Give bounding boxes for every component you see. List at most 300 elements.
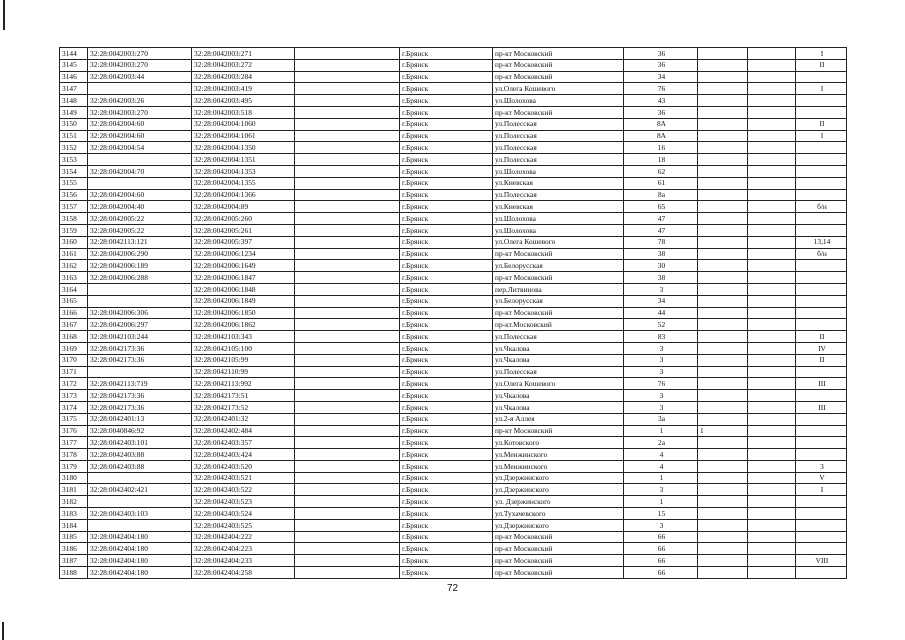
empty-cell: [748, 331, 796, 343]
premises-cell: I: [796, 130, 847, 142]
table-row: [60, 130, 847, 142]
mark-cell: [698, 342, 748, 354]
house-number-cell: 34: [624, 295, 698, 307]
cadastral-number: 32:28:0042403:520: [192, 460, 295, 472]
street-cell: ул.Шолохова: [493, 213, 624, 225]
empty-cell: [295, 531, 400, 543]
city-cell: г.Брянск: [400, 177, 493, 189]
city-cell: г.Брянск: [400, 354, 493, 366]
city-cell: г.Брянск: [400, 366, 493, 378]
empty-cell: [295, 449, 400, 461]
premises-cell: б/н: [796, 248, 847, 260]
premises-cell: [796, 519, 847, 531]
table-row: [60, 543, 847, 555]
cadastral-number: 32:28:0042006:1649: [192, 260, 295, 272]
city-cell: г.Брянск: [400, 106, 493, 118]
premises-cell: V: [796, 472, 847, 484]
empty-cell: [748, 260, 796, 272]
empty-cell: [748, 508, 796, 520]
parent-cadastral-number: 32:28:0042403:88: [88, 449, 192, 461]
street-cell: пр-кт Московский: [493, 106, 624, 118]
mark-cell: [698, 472, 748, 484]
premises-cell: [796, 189, 847, 201]
cadastral-number: 32:28:0042105:100: [192, 342, 295, 354]
empty-cell: [295, 354, 400, 366]
empty-cell: [295, 48, 400, 60]
empty-cell: [295, 390, 400, 402]
house-number-cell: 8А: [624, 118, 698, 130]
mark-cell: [698, 83, 748, 95]
empty-cell: [295, 189, 400, 201]
premises-cell: I: [796, 484, 847, 496]
premises-cell: [796, 413, 847, 425]
house-number-cell: 3: [624, 390, 698, 402]
empty-cell: [748, 354, 796, 366]
street-cell: ул.Котовского: [493, 437, 624, 449]
cadastral-number: 32:28:0042404:258: [192, 567, 295, 579]
mark-cell: [698, 154, 748, 166]
empty-cell: [748, 130, 796, 142]
empty-cell: [295, 118, 400, 130]
cadastral-number: 32:28:0042004:1060: [192, 118, 295, 130]
house-number-cell: 66: [624, 567, 698, 579]
table-row: [60, 142, 847, 154]
row-number: 3164: [60, 283, 88, 295]
house-number-cell: 3: [624, 354, 698, 366]
mark-cell: [698, 142, 748, 154]
premises-cell: VIII: [796, 555, 847, 567]
mark-cell: [698, 449, 748, 461]
mark-cell: [698, 567, 748, 579]
city-cell: г.Брянск: [400, 59, 493, 71]
row-number: 3180: [60, 472, 88, 484]
empty-cell: [295, 331, 400, 343]
row-number: 3182: [60, 496, 88, 508]
row-number: 3145: [60, 59, 88, 71]
row-number: 3151: [60, 130, 88, 142]
parent-cadastral-number: 32:28:0042004:60: [88, 118, 192, 130]
street-cell: ул.Менжинского: [493, 449, 624, 461]
row-number: 3169: [60, 342, 88, 354]
empty-cell: [295, 519, 400, 531]
table-row: [60, 366, 847, 378]
empty-cell: [295, 555, 400, 567]
house-number-cell: 34: [624, 71, 698, 83]
city-cell: г.Брянск: [400, 130, 493, 142]
cadastral-number: 32:28:0042403:521: [192, 472, 295, 484]
empty-cell: [748, 555, 796, 567]
premises-cell: [796, 425, 847, 437]
premises-cell: [796, 319, 847, 331]
table-row: [60, 567, 847, 579]
house-number-cell: 38: [624, 248, 698, 260]
premises-cell: [796, 165, 847, 177]
cadastral-number: 32:28:0042173:51: [192, 390, 295, 402]
parent-cadastral-number: 32:28:0042404:180: [88, 567, 192, 579]
city-cell: г.Брянск: [400, 283, 493, 295]
city-cell: г.Брянск: [400, 567, 493, 579]
street-cell: ул.Тухачевского: [493, 508, 624, 520]
house-number-cell: 76: [624, 83, 698, 95]
street-cell: ул.Полесская: [493, 118, 624, 130]
street-cell: пр-кт Московский: [493, 555, 624, 567]
city-cell: г.Брянск: [400, 413, 493, 425]
mark-cell: [698, 437, 748, 449]
row-number: 3168: [60, 331, 88, 343]
table-row: [60, 437, 847, 449]
row-number: 3188: [60, 567, 88, 579]
street-cell: ул.Полесская: [493, 130, 624, 142]
city-cell: г.Брянск: [400, 508, 493, 520]
street-cell: ул.Полесская: [493, 154, 624, 166]
city-cell: г.Брянск: [400, 543, 493, 555]
empty-cell: [295, 460, 400, 472]
street-cell: ул.Чкалова: [493, 354, 624, 366]
table-row: [60, 508, 847, 520]
mark-cell: [698, 165, 748, 177]
house-number-cell: 61: [624, 177, 698, 189]
city-cell: г.Брянск: [400, 319, 493, 331]
parent-cadastral-number: [88, 154, 192, 166]
house-number-cell: 78: [624, 236, 698, 248]
mark-cell: [698, 272, 748, 284]
row-number: 3175: [60, 413, 88, 425]
table-row: [60, 165, 847, 177]
row-number: 3170: [60, 354, 88, 366]
house-number-cell: 8А: [624, 130, 698, 142]
house-number-cell: 66: [624, 531, 698, 543]
empty-cell: [748, 295, 796, 307]
city-cell: г.Брянск: [400, 496, 493, 508]
house-number-cell: 4: [624, 449, 698, 461]
parent-cadastral-number: 32:28:0042003:26: [88, 95, 192, 107]
street-cell: ул.Полесская: [493, 331, 624, 343]
street-cell: пр-кт Московский: [493, 272, 624, 284]
mark-cell: [698, 48, 748, 60]
row-number: 3148: [60, 95, 88, 107]
empty-cell: [748, 118, 796, 130]
premises-cell: [796, 366, 847, 378]
premises-cell: II: [796, 118, 847, 130]
row-number: 3153: [60, 154, 88, 166]
row-number: 3144: [60, 48, 88, 60]
empty-cell: [295, 95, 400, 107]
mark-cell: [698, 201, 748, 213]
empty-cell: [295, 154, 400, 166]
empty-cell: [748, 425, 796, 437]
table-row: [60, 83, 847, 95]
empty-cell: [295, 401, 400, 413]
street-cell: пр-кт.Московский: [493, 319, 624, 331]
street-cell: ул.Менжинского: [493, 460, 624, 472]
house-number-cell: 83: [624, 331, 698, 343]
empty-cell: [748, 201, 796, 213]
house-number-cell: 16: [624, 142, 698, 154]
row-number: 3159: [60, 224, 88, 236]
empty-cell: [748, 142, 796, 154]
premises-cell: III: [796, 401, 847, 413]
parent-cadastral-number: 32:28:0042113:121: [88, 236, 192, 248]
row-number: 3152: [60, 142, 88, 154]
row-number: 3149: [60, 106, 88, 118]
parent-cadastral-number: 32:28:0042403:103: [88, 508, 192, 520]
city-cell: г.Брянск: [400, 295, 493, 307]
street-cell: ул.Дзержинского: [493, 472, 624, 484]
empty-cell: [748, 283, 796, 295]
house-number-cell: 36: [624, 106, 698, 118]
house-number-cell: 43: [624, 95, 698, 107]
table-row: [60, 496, 847, 508]
mark-cell: [698, 401, 748, 413]
premises-cell: [796, 307, 847, 319]
row-number: 3171: [60, 366, 88, 378]
premises-cell: [796, 95, 847, 107]
registry-body: [60, 48, 847, 579]
empty-cell: [295, 567, 400, 579]
cadastral-number: 32:28:0042402:484: [192, 425, 295, 437]
mark-cell: [698, 295, 748, 307]
parent-cadastral-number: 32:28:0042006:288: [88, 272, 192, 284]
empty-cell: [748, 248, 796, 260]
street-cell: ул.Шолохова: [493, 165, 624, 177]
street-cell: пр-кт Московский: [493, 307, 624, 319]
row-number: 3147: [60, 83, 88, 95]
premises-cell: [796, 449, 847, 461]
house-number-cell: 47: [624, 213, 698, 225]
cadastral-number: 32:28:0042403:524: [192, 508, 295, 520]
empty-cell: [295, 272, 400, 284]
parent-cadastral-number: [88, 366, 192, 378]
cadastral-number: 32:28:0042006:1849: [192, 295, 295, 307]
city-cell: г.Брянск: [400, 425, 493, 437]
table-row: [60, 59, 847, 71]
table-row: [60, 342, 847, 354]
parent-cadastral-number: 32:28:0042103:244: [88, 331, 192, 343]
mark-cell: [698, 366, 748, 378]
parent-cadastral-number: 32:28:0042403:101: [88, 437, 192, 449]
city-cell: г.Брянск: [400, 390, 493, 402]
table-row: [60, 449, 847, 461]
empty-cell: [748, 449, 796, 461]
row-number: 3155: [60, 177, 88, 189]
house-number-cell: 3: [624, 401, 698, 413]
mark-cell: [698, 224, 748, 236]
table-row: [60, 106, 847, 118]
table-row: [60, 354, 847, 366]
empty-cell: [748, 567, 796, 579]
empty-cell: [295, 260, 400, 272]
cadastral-number: 32:28:0042404:222: [192, 531, 295, 543]
street-cell: ул. Дзержинского: [493, 496, 624, 508]
parent-cadastral-number: [88, 83, 192, 95]
cadastral-number: 32:28:0042403:523: [192, 496, 295, 508]
cadastral-number: 32:28:0042006:1234: [192, 248, 295, 260]
mark-cell: [698, 390, 748, 402]
mark-cell: [698, 378, 748, 390]
street-cell: пр-кт Московский: [493, 543, 624, 555]
mark-cell: [698, 118, 748, 130]
row-number: 3156: [60, 189, 88, 201]
empty-cell: [748, 272, 796, 284]
house-number-cell: 36: [624, 48, 698, 60]
city-cell: г.Брянск: [400, 154, 493, 166]
empty-cell: [748, 189, 796, 201]
premises-cell: [796, 260, 847, 272]
row-number: 3161: [60, 248, 88, 260]
parent-cadastral-number: 32:28:0042173:36: [88, 390, 192, 402]
empty-cell: [295, 177, 400, 189]
cadastral-number: 32:28:0042004:1353: [192, 165, 295, 177]
parent-cadastral-number: [88, 496, 192, 508]
cadastral-number: 32:28:0042006:1862: [192, 319, 295, 331]
empty-cell: [295, 283, 400, 295]
cadastral-number: 32:28:0042003:419: [192, 83, 295, 95]
parent-cadastral-number: 32:28:0042006:290: [88, 248, 192, 260]
house-number-cell: 8а: [624, 189, 698, 201]
empty-cell: [748, 460, 796, 472]
cadastral-number: 32:28:0042003:272: [192, 59, 295, 71]
premises-cell: б/н: [796, 201, 847, 213]
city-cell: г.Брянск: [400, 189, 493, 201]
house-number-cell: 52: [624, 319, 698, 331]
row-number: 3166: [60, 307, 88, 319]
table-row: [60, 95, 847, 107]
parent-cadastral-number: 32:28:0042401:13: [88, 413, 192, 425]
cadastral-number: 32:28:0042004:1366: [192, 189, 295, 201]
house-number-cell: 3: [624, 342, 698, 354]
city-cell: г.Брянск: [400, 224, 493, 236]
premises-cell: 13,14: [796, 236, 847, 248]
mark-cell: [698, 496, 748, 508]
street-cell: ул.Полесская: [493, 142, 624, 154]
parent-cadastral-number: 32:28:0042404:180: [88, 555, 192, 567]
parent-cadastral-number: [88, 472, 192, 484]
empty-cell: [295, 83, 400, 95]
city-cell: г.Брянск: [400, 118, 493, 130]
table-row: [60, 177, 847, 189]
street-cell: ул.Чкалова: [493, 390, 624, 402]
empty-cell: [295, 496, 400, 508]
street-cell: ул.Олега Кошевого: [493, 236, 624, 248]
empty-cell: [295, 59, 400, 71]
cadastral-number: 32:28:0042004:1351: [192, 154, 295, 166]
house-number-cell: 30: [624, 260, 698, 272]
premises-cell: [796, 543, 847, 555]
table-row: [60, 319, 847, 331]
city-cell: г.Брянск: [400, 201, 493, 213]
row-number: 3184: [60, 519, 88, 531]
city-cell: г.Брянск: [400, 437, 493, 449]
parent-cadastral-number: 32:28:0042173:36: [88, 342, 192, 354]
empty-cell: [748, 154, 796, 166]
table-row: [60, 519, 847, 531]
row-number: 3186: [60, 543, 88, 555]
house-number-cell: 65: [624, 201, 698, 213]
street-cell: пр-кт Московский: [493, 59, 624, 71]
city-cell: г.Брянск: [400, 307, 493, 319]
mark-cell: [698, 106, 748, 118]
city-cell: г.Брянск: [400, 213, 493, 225]
row-number: 3174: [60, 401, 88, 413]
premises-cell: [796, 496, 847, 508]
table-row: [60, 390, 847, 402]
mark-cell: [698, 484, 748, 496]
parent-cadastral-number: 32:28:0042404:180: [88, 531, 192, 543]
parent-cadastral-number: 32:28:0042403:88: [88, 460, 192, 472]
empty-cell: [295, 378, 400, 390]
city-cell: г.Брянск: [400, 83, 493, 95]
mark-cell: [698, 283, 748, 295]
row-number: 3178: [60, 449, 88, 461]
mark-cell: [698, 95, 748, 107]
empty-cell: [748, 378, 796, 390]
cadastral-number: 32:28:0042006:1850: [192, 307, 295, 319]
mark-cell: [698, 319, 748, 331]
house-number-cell: 36: [624, 59, 698, 71]
cadastral-number: 32:28:0042003:518: [192, 106, 295, 118]
cadastral-number: 32:28:0042404:233: [192, 555, 295, 567]
empty-cell: [748, 401, 796, 413]
empty-cell: [748, 95, 796, 107]
row-number: 3181: [60, 484, 88, 496]
city-cell: г.Брянск: [400, 331, 493, 343]
parent-cadastral-number: 32:28:0042004:60: [88, 130, 192, 142]
empty-cell: [748, 496, 796, 508]
parent-cadastral-number: 32:28:0042004:60: [88, 189, 192, 201]
cadastral-number: 32:28:0042103:343: [192, 331, 295, 343]
row-number: 3158: [60, 213, 88, 225]
premises-cell: [796, 390, 847, 402]
empty-cell: [748, 59, 796, 71]
mark-cell: 1: [698, 425, 748, 437]
street-cell: пр-кт Московский: [493, 48, 624, 60]
street-cell: пер.Литвинова: [493, 283, 624, 295]
cadastral-number: 32:28:0042173:52: [192, 401, 295, 413]
row-number: 3165: [60, 295, 88, 307]
mark-cell: [698, 519, 748, 531]
street-cell: пр-кт Московский: [493, 248, 624, 260]
empty-cell: [295, 307, 400, 319]
street-cell: ул.Полесская: [493, 366, 624, 378]
city-cell: г.Брянск: [400, 48, 493, 60]
cadastral-number: 32:28:0042003:271: [192, 48, 295, 60]
empty-cell: [748, 342, 796, 354]
table-row: [60, 118, 847, 130]
cadastral-number: 32:28:0042110:99: [192, 366, 295, 378]
table-row: [60, 248, 847, 260]
cadastral-number: 32:28:0042401:32: [192, 413, 295, 425]
house-number-cell: 76: [624, 378, 698, 390]
table-row: [60, 295, 847, 307]
parent-cadastral-number: 32:28:0042173:36: [88, 354, 192, 366]
table-row: [60, 531, 847, 543]
city-cell: г.Брянск: [400, 460, 493, 472]
street-cell: ул.2-я Аллея: [493, 413, 624, 425]
table-row: [60, 472, 847, 484]
empty-cell: [295, 248, 400, 260]
row-number: 3176: [60, 425, 88, 437]
house-number-cell: 3: [624, 366, 698, 378]
premises-cell: II: [796, 354, 847, 366]
street-cell: ул.Олега Кошевого: [493, 83, 624, 95]
city-cell: г.Брянск: [400, 142, 493, 154]
table-row: [60, 425, 847, 437]
row-number: 3162: [60, 260, 88, 272]
empty-cell: [295, 295, 400, 307]
table-row: [60, 260, 847, 272]
street-cell: ул.Белорусская: [493, 260, 624, 272]
parent-cadastral-number: 32:28:0042005:22: [88, 224, 192, 236]
